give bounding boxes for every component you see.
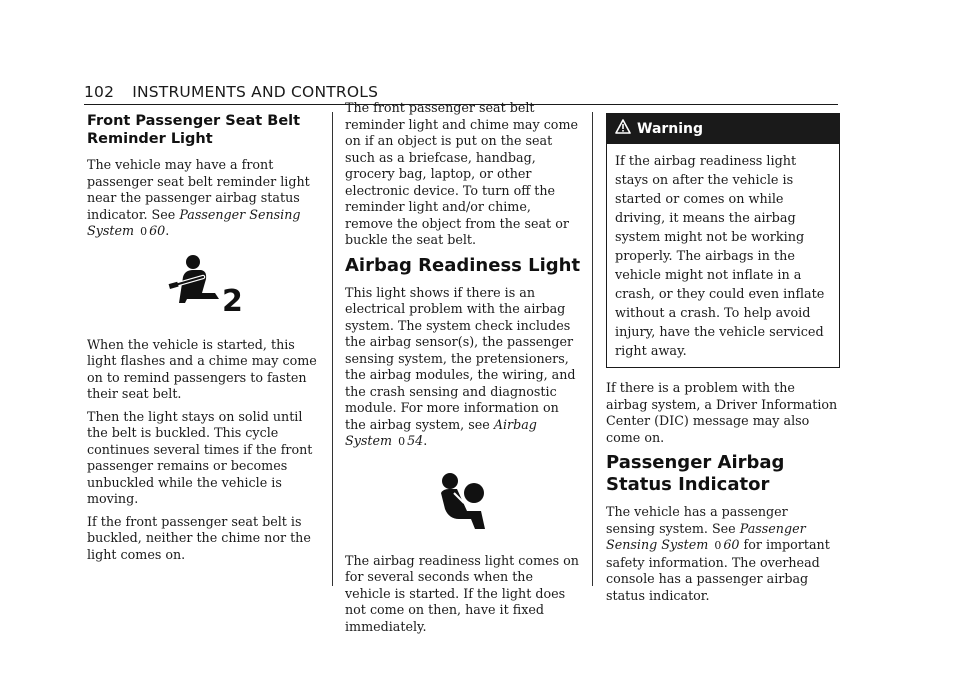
page-number: 102 [84,83,115,101]
warning-body [607,144,839,367]
page-ref-arrow: 0 [398,435,406,448]
warning-text: If the airbag readiness light stays on after the vehicle is started or comes on while driving, it means the airbag system might not be working properly. The airbags in the vehicle might not inflate in a crash, or they could even inflate without a crash. To help avoid injury, have the vehicle serviced right away. [615,154,825,359]
passenger-airbag-intro: The vehicle has a passenger sensing system. See Passenger Sensing System 0 60 for important safety information. The overhead console has a passenger airbag status indicator. [606,504,830,603]
warning-triangle-icon [615,119,631,138]
page-header [84,83,378,101]
cross-reference-link[interactable]: Passenger Sensing System [87,206,301,238]
paragraph: The airbag readiness light comes on for several seconds when the vehicle is started. If the light does not come on then, have it fixed immediately. [345,552,579,634]
column-divider [332,112,333,586]
section-title: INSTRUMENTS AND CONTROLS [132,83,379,101]
warning-header [607,114,839,144]
airbag-readiness-icon [345,471,581,531]
paragraph: The front passenger seat belt reminder light and chime may come on if an object is put on the seat such as a briefcase, handbag, grocery bag, laptop, or other electronic device. To turn off the reminder light and/or chime, remove the object from the seat or buckle the seat belt. [345,100,578,247]
column-right [606,112,840,610]
page-ref[interactable]: 54 [407,433,424,448]
column-middle [345,100,581,641]
paragraph: If there is a problem with the airbag system, a Driver Information Center (DIC) message may also come on. [606,380,838,445]
paragraph: Then the light stays on solid until the belt is buckled. This cycle continues several times if the front passenger remains or becomes unbuckled while the vehicle is moving. [87,408,313,506]
page-ref-arrow: 0 [140,225,148,238]
paragraph: When the vehicle is started, this light flashes and a chime may come on to remind passengers to fasten their seat belt. [87,336,317,401]
seatbelt-intro: The vehicle may have a front passenger seat belt reminder light near the passenger airbag status indicator. See Passenger Sensing System 0 60. [87,157,310,238]
warning-box [606,113,840,368]
warning-title: Warning [637,120,704,137]
seatbelt-icon-label: 2 [222,283,243,315]
column-left [87,112,323,569]
passenger-airbag-status-heading: Passenger Airbag Status Indicator [606,452,785,495]
cross-reference-link[interactable]: Passenger Sensing System [606,520,806,552]
seatbelt-reminder-heading: Front Passenger Seat Belt Reminder Light [87,113,301,147]
page-ref[interactable]: 60 [723,537,740,552]
paragraph: If the front passenger seat belt is buckled, neither the chime nor the light comes on. [87,513,311,562]
cross-reference-link[interactable]: Airbag System [345,416,537,448]
seatbelt-reminder-icon [87,253,323,315]
page-ref-arrow: 0 [714,539,722,552]
column-divider [592,112,593,586]
airbag-readiness-heading: Airbag Readiness Light [345,254,581,276]
airbag-readiness-intro: This light shows if there is an electrical problem with the airbag system. The system check includes the airbag sensor(s), the passenger sensing system, the pretensioners, the airbag modules, the wiring, and the crash sensing and diagnostic module. For more information on the airbag system, see Airbag System 0 54. [345,284,576,448]
page-ref[interactable]: 60 [149,223,166,238]
